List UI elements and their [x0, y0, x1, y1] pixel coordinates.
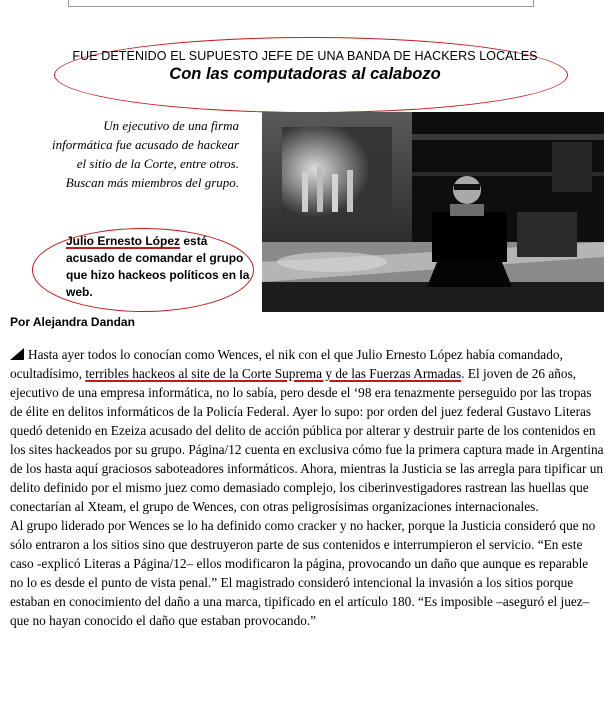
- article-body: [10, 345, 604, 630]
- article-headline: Con las computadoras al calabozo: [169, 65, 441, 83]
- sidebox-name: Julio Ernesto López: [66, 234, 181, 248]
- triangle-bullet-icon: [10, 348, 24, 360]
- article-lede: Un ejecutivo de una firma informática fue acusado de hackear el sitio de la Corte, entre otros. Buscan más miembros del grupo.: [51, 118, 239, 190]
- paragraph-1-rest: . El joven de 26 años, ejecutivo de una empresa informática, no lo sabía, pero desde el ‘98 era tenazmente perseguido por las tropas de élite en delitos informáticos de la Policía Federal. Ayer lo supo: por orden del juez federal Gustavo Literas quedó detenido en Ezeiza acusado del delito de acción pública por alterar y destruir parte de los contenidos en los sites hackeados por su grupo. Página/12 cuenta en exclusiva cómo fue la primera captura made in Argentina de los hasta aquí graciosos saboteadores informáticos. Ahora, mientras la Justicia se las arregla para tipificar un delito definido por el mismo juez como demasiado complejo, los ciberinvestigadores rastrean las huellas que conectarían al Xteam, el grupo de Wences, con otras peligrosísimas organizaciones internacionales.: [10, 366, 604, 514]
- byline: Por Alejandra Dandan: [10, 315, 135, 329]
- sidebox-caption: [66, 233, 252, 301]
- article-photo: [262, 112, 604, 312]
- paragraph-1-highlight: terribles hackeos al site de la Corte Suprema y de las Fuerzas Armadas: [85, 366, 462, 381]
- paragraph-1-start: Hasta ayer todos lo conocían como Wences, el nik con el que Julio Ernesto López había comandado, ocultadísimo,: [10, 347, 563, 381]
- top-frame: [68, 0, 534, 7]
- article-kicker: FUE DETENIDO EL SUPUESTO JEFE DE UNA BANDA DE HACKERS LOCALES: [72, 49, 538, 63]
- paragraph-2: Al grupo liderado por Wences se lo ha definido como cracker y no hacker, porque la Justicia consideró que no sólo entraron a los sitios sino que destruyeron parte de sus contenidos e interrumpieron el servicio. “En este caso -explicó Literas a Página/12– ellos modificaron la página, provocando un daño que aunque es reparable no lo es desde el punto de vista penal.” El magistrado consideró intencional la invasión a los sitios porque estaban en conocimiento del daño a una marca, tipificado en el artículo 180. “Es imposible –aseguró el juez– que no hayan conocido el daño que estaban provocando.”: [10, 518, 596, 628]
- paragraph-1: [10, 345, 604, 516]
- sidebox-rest: está acusado de comandar el grupo que hizo hackeos políticos en la web.: [66, 234, 250, 299]
- photo-illustration: [262, 112, 604, 312]
